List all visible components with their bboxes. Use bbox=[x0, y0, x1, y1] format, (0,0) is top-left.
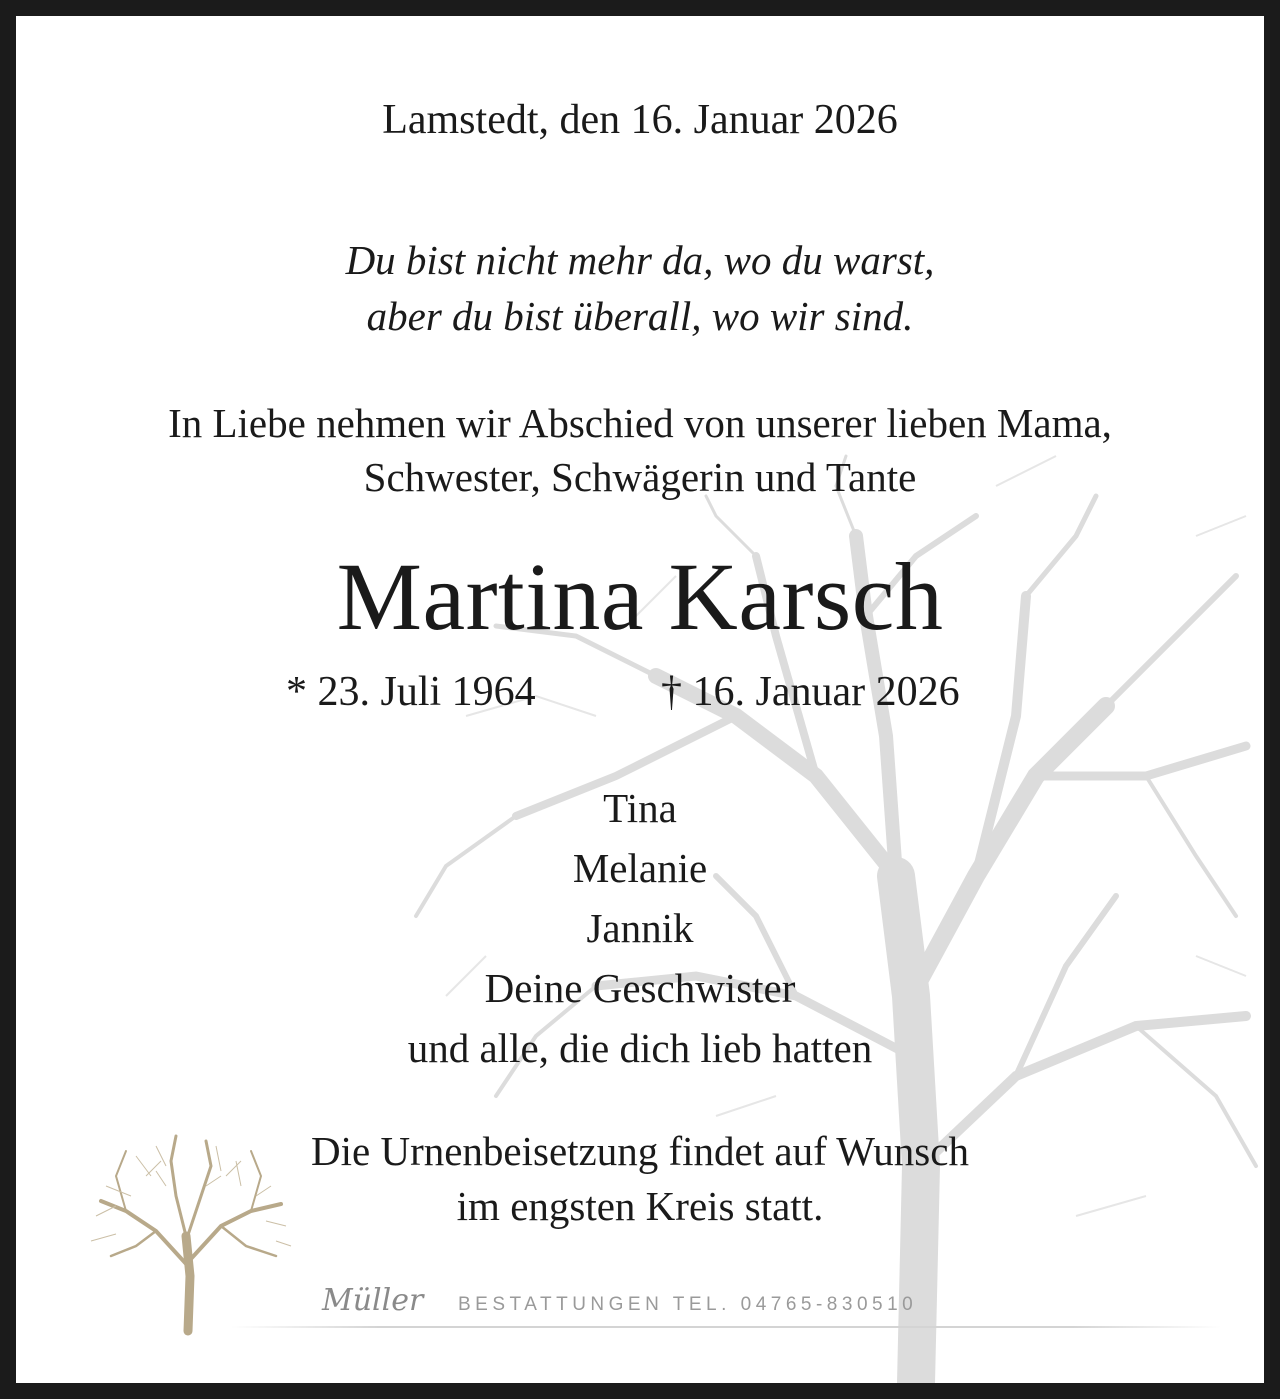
death-date: † 16. Januar 2026 bbox=[661, 669, 960, 715]
mourner-item: Deine Geschwister bbox=[484, 965, 796, 1011]
farewell-intro bbox=[16, 396, 1264, 504]
mourner-item: Tina bbox=[603, 785, 677, 831]
mourner-item: Melanie bbox=[572, 845, 708, 891]
quote-line-2: aber du bist überall, wo wir sind. bbox=[366, 293, 914, 339]
notice-line-2: im engsten Kreis statt. bbox=[456, 1183, 824, 1229]
deceased-name: Martina Karsch bbox=[336, 543, 944, 650]
footer-divider bbox=[231, 1326, 1221, 1328]
tree-logo-icon bbox=[76, 1116, 306, 1336]
memorial-quote bbox=[16, 232, 1264, 344]
svg-text:Müller: Müller bbox=[322, 1283, 424, 1318]
place-date: Lamstedt, den 16. Januar 2026 bbox=[382, 97, 898, 143]
mourners-list bbox=[16, 778, 1264, 1078]
intro-line-1: In Liebe nehmen wir Abschied von unserer lieben Mama, bbox=[168, 400, 1112, 446]
intro-line-2: Schwester, Schwägerin und Tante bbox=[363, 454, 917, 500]
birth-date: * 23. Juli 1964 bbox=[286, 669, 536, 715]
undertaker-signature bbox=[320, 1274, 450, 1324]
notice-line-1: Die Urnenbeisetzung findet auf Wunsch bbox=[311, 1128, 969, 1174]
quote-line-1: Du bist nicht mehr da, wo du warst, bbox=[345, 237, 935, 283]
mourner-item: und alle, die dich lieb hatten bbox=[407, 1025, 873, 1071]
mourner-item: Jannik bbox=[586, 905, 694, 951]
undertaker-contact: BESTATTUNGEN TEL. 04765-830510 bbox=[458, 1294, 918, 1315]
